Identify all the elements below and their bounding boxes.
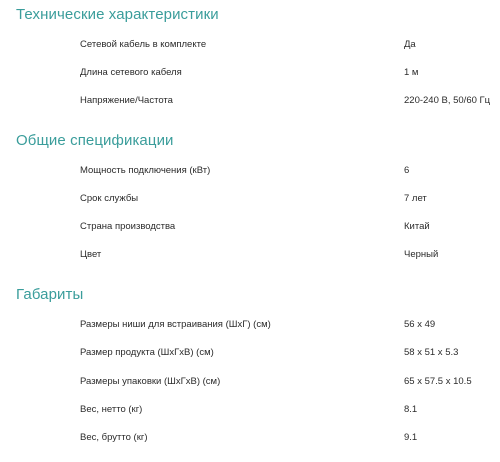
- spec-value: 65 x 57.5 x 10.5: [404, 376, 472, 387]
- spec-value: 8.1: [404, 404, 418, 415]
- spec-label: Срок службы: [80, 193, 139, 204]
- spec-row-voltage: [0, 87, 500, 115]
- spec-value: 220-240 В, 50/60 Гц: [404, 95, 491, 106]
- section-title-general: Общие спецификации: [16, 132, 174, 149]
- spec-row-niche-size: [0, 311, 500, 339]
- spec-value: 6: [404, 165, 410, 176]
- spec-label: Длина сетевого кабеля: [80, 67, 182, 78]
- spec-row-color: [0, 241, 500, 269]
- spec-row-connection-power: [0, 157, 500, 185]
- spec-label: Мощность подключения (кВт): [80, 165, 211, 176]
- spec-row-gross-weight: [0, 424, 500, 452]
- spec-value: 58 x 51 x 5.3: [404, 347, 459, 358]
- spec-label: Напряжение/Частота: [80, 95, 173, 106]
- spec-label: Размеры упаковки (ШхГхВ) (см): [80, 376, 221, 387]
- spec-row-product-size: [0, 339, 500, 367]
- spec-row-cable-length: [0, 59, 500, 87]
- spec-row-net-weight: [0, 396, 500, 424]
- spec-row-country: [0, 213, 500, 241]
- spec-value: 56 x 49: [404, 319, 436, 330]
- spec-row-power-cable: [0, 31, 500, 59]
- spec-label: Вес, нетто (кг): [80, 404, 143, 415]
- spec-value: Черный: [404, 249, 439, 260]
- spec-value: 1 м: [404, 67, 419, 78]
- spec-value: Китай: [404, 221, 430, 232]
- spec-row-service-life: [0, 185, 500, 213]
- spec-label: Вес, брутто (кг): [80, 432, 148, 443]
- spec-value: Да: [404, 39, 416, 50]
- spec-value: 9.1: [404, 432, 418, 443]
- section-title-technical: Технические характеристики: [16, 6, 219, 23]
- section-title-dimensions: Габариты: [16, 286, 84, 303]
- spec-label: Страна производства: [80, 221, 176, 232]
- spec-label: Размеры ниши для встраивания (ШхГ) (см): [80, 319, 271, 330]
- spec-label: Цвет: [80, 249, 102, 260]
- spec-label: Размер продукта (ШхГхВ) (см): [80, 347, 214, 358]
- spec-label: Сетевой кабель в комплекте: [80, 39, 207, 50]
- spec-row-package-size: [0, 368, 500, 396]
- spec-value: 7 лет: [404, 193, 427, 204]
